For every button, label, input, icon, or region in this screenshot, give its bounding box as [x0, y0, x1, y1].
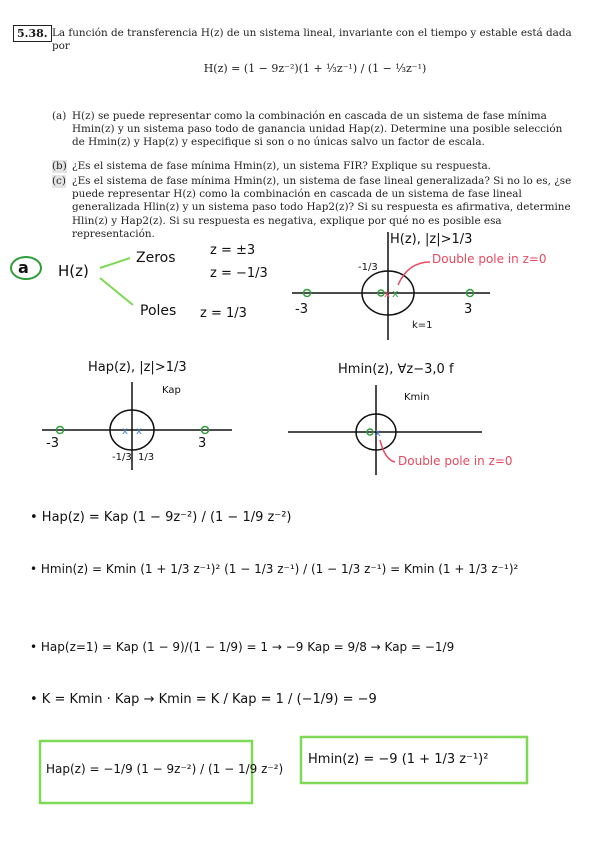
hap-pole-left: x: [122, 426, 128, 437]
plot2-tick-inner-right: 1/3: [138, 452, 155, 463]
plot1-tick-right: 3: [464, 302, 473, 317]
part-c-label: (c): [52, 175, 66, 187]
part-a-marker: a: [18, 258, 29, 277]
plot2-tick-right: 3: [198, 436, 207, 451]
plot1-k-label: k=1: [412, 320, 433, 331]
equation-hap: • Hap(z) = Kap (1 − 9z⁻²) / (1 − 1/9 z⁻²): [30, 510, 292, 525]
transfer-function-formula: H(z) = (1 − 9z⁻²)(1 + ⅓z⁻¹) / (1 − ⅓z⁻¹): [203, 62, 427, 75]
part-a-text: H(z) se puede representar como la combinación en cascada de un sistema de fase mínima Hmin(z) y un sistema paso todo de ganancia unidad Hap(z). Determine una posible selección de Hmin(z) y Hap(z) y especifique si son o no únicas salvo un factor de escala.: [72, 110, 563, 149]
plot2-k-label: Kap: [162, 385, 181, 396]
plot1-tick-left: -3: [295, 302, 308, 317]
problem-number: 5.38.: [13, 25, 52, 42]
arrow-to-poles: [100, 278, 133, 305]
part-b-text: ¿Es el sistema de fase mínima Hmin(z), un sistema FIR? Explique su respuesta.: [72, 160, 491, 172]
zero-1: z = ±3: [210, 243, 256, 258]
equation-hap-z1: • Hap(z=1) = Kap (1 − 9)/(1 − 1/9) = 1 → −9 Kap = 9/8 → Kap = −1/9: [30, 640, 455, 654]
hmin-pole: x: [375, 428, 381, 439]
part-c-text: ¿Es el sistema de fase mínima Hmin(z), un sistema de fase lineal generalizada? Si no lo es, ¿se puede representar H(z) como la combinación en cascada de un sistema de fase lineal generalizada Hlin(z) y un sistema paso todo Hap2(z)? Si su respuesta es afirmativa, determine Hlin(z) y Hap2(z). Si su respuesta es negativa, explique por qué no es posible esa representación.: [72, 175, 572, 240]
answer-hmin: Hmin(z) = −9 (1 + 1/3 z⁻¹)²: [308, 752, 489, 767]
plot1-tick-inner: -1/3: [358, 262, 378, 273]
plot1-note: Double pole in z=0: [432, 252, 547, 266]
plot3-title: Hmin(z), ∀z−3,0 f: [338, 362, 454, 377]
equation-hmin: • Hmin(z) = Kmin (1 + 1/3 z⁻¹)² (1 − 1/3 z⁻¹) / (1 − 1/3 z⁻¹) = Kmin (1 + 1/3 z⁻¹)²: [30, 562, 519, 576]
plot1-title: H(z), |z|>1/3: [390, 232, 473, 247]
plot2-tick-left: -3: [46, 436, 59, 451]
problem-intro: La función de transferencia H(z) de un sistema lineal, invariante con el tiempo y estable está dada por: [52, 27, 572, 53]
part-b-label: (b): [52, 160, 67, 172]
poles-label: Poles: [140, 303, 177, 319]
pole-1: z = 1/3: [200, 306, 247, 321]
plot2-tick-inner-left: -1/3: [112, 452, 132, 463]
arrow-to-zeros: [100, 258, 130, 268]
plot2-title: Hap(z), |z|>1/3: [88, 360, 187, 375]
answer-hap: Hap(z) = −1/9 (1 − 9z⁻²) / (1 − 1/9 z⁻²): [46, 762, 284, 776]
plot3-note: Double pole in z=0: [398, 454, 513, 468]
plot-hz: [292, 232, 490, 340]
zero-2: z = −1/3: [210, 266, 268, 281]
pole-marker-origin: x: [384, 289, 390, 300]
plot-hap: [42, 382, 232, 470]
pole-marker-third: x: [392, 287, 399, 300]
zeros-label: Zeros: [136, 250, 176, 266]
part-a-label: (a): [52, 110, 67, 122]
equation-k: • K = Kmin · Kap → Kmin = K / Kap = 1 / (−1/9) = −9: [30, 692, 377, 707]
plot3-k-label: Kmin: [404, 392, 430, 403]
hz-label: H(z): [58, 262, 89, 280]
hap-pole-right: x: [136, 426, 142, 437]
